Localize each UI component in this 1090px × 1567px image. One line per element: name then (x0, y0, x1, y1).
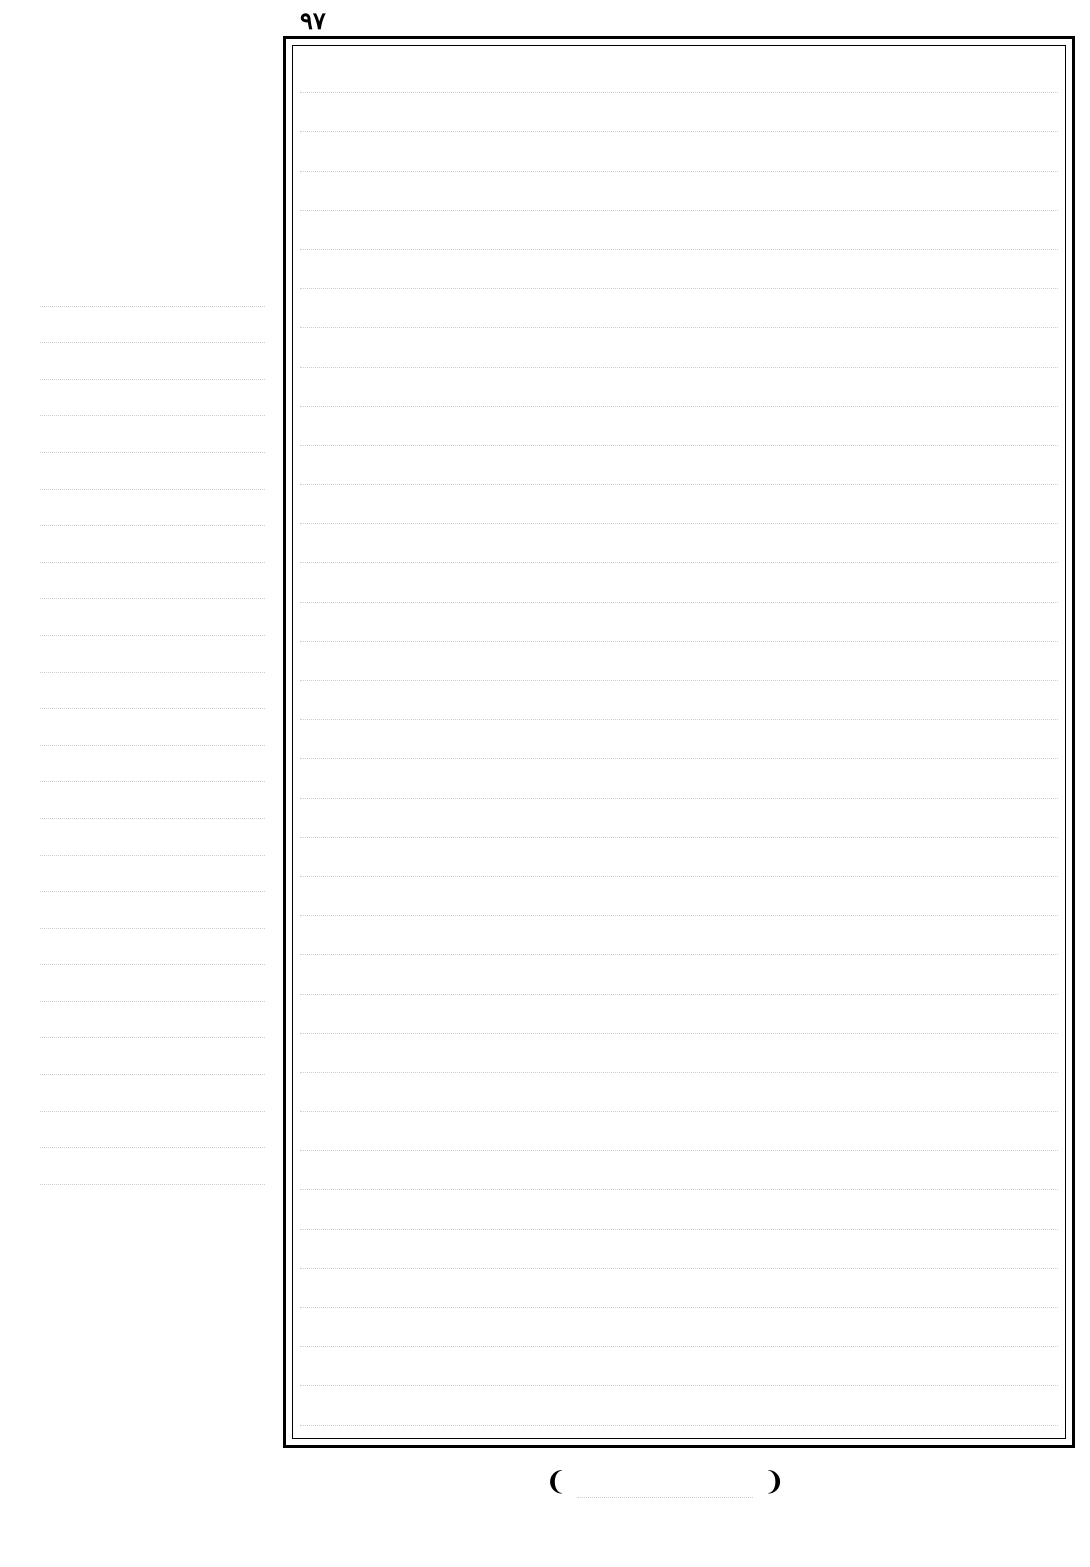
margin-text-line (40, 929, 265, 966)
main-text-line (300, 955, 1058, 994)
main-text-line (300, 681, 1058, 720)
margin-text-line (40, 636, 265, 673)
main-text-line (300, 1034, 1058, 1073)
main-text-line (300, 1073, 1058, 1112)
footer-right-ornament: ❩ (763, 1467, 785, 1497)
margin-text-line (40, 380, 265, 417)
margin-text-line (40, 782, 265, 819)
main-text-line (300, 446, 1058, 485)
margin-text-line (40, 563, 265, 600)
main-text-line (300, 995, 1058, 1034)
margin-text-line (40, 1148, 265, 1185)
main-text-line (300, 1347, 1058, 1386)
main-text-line (300, 720, 1058, 759)
margin-text-line (40, 1075, 265, 1112)
main-text-line (300, 407, 1058, 446)
main-text-line (300, 289, 1058, 328)
main-text-line (300, 54, 1058, 93)
main-text-line (300, 328, 1058, 367)
margin-text-line (40, 343, 265, 380)
footer-left-ornament: ❨ (545, 1467, 567, 1497)
main-text-line (300, 485, 1058, 524)
main-text-line (300, 250, 1058, 289)
footer-text (577, 1467, 753, 1498)
page-number: ٩٧ (300, 6, 326, 35)
main-text-line (300, 799, 1058, 838)
main-text-line (300, 916, 1058, 955)
main-text (300, 54, 1058, 1430)
margin-text-line (40, 856, 265, 893)
margin-text-line (40, 965, 265, 1002)
main-text-line (300, 1190, 1058, 1229)
margin-text-line (40, 599, 265, 636)
margin-text-line (40, 709, 265, 746)
main-text-line (300, 877, 1058, 916)
margin-text-line (40, 416, 265, 453)
margin-text-line (40, 307, 265, 344)
margin-text-line (40, 1038, 265, 1075)
main-text-line (300, 838, 1058, 877)
margin-text-line (40, 746, 265, 783)
main-text-line (300, 524, 1058, 563)
margin-text-line (40, 892, 265, 929)
main-text-line (300, 93, 1058, 132)
main-text-line (300, 172, 1058, 211)
main-text-line (300, 1269, 1058, 1308)
main-text-line (300, 368, 1058, 407)
margin-text-line (40, 1112, 265, 1149)
main-text-line (300, 642, 1058, 681)
main-text-line (300, 1230, 1058, 1269)
main-text-line (300, 1386, 1058, 1425)
margin-text-line (40, 270, 265, 307)
margin-gloss (40, 270, 265, 1190)
margin-text-line (40, 1002, 265, 1039)
main-text-line (300, 1151, 1058, 1190)
main-text-line (300, 563, 1058, 602)
main-text-line (300, 211, 1058, 250)
footer-signature (545, 1462, 785, 1502)
main-text-line (300, 132, 1058, 171)
margin-text-line (40, 453, 265, 490)
margin-text-line (40, 819, 265, 856)
margin-text-line (40, 490, 265, 527)
main-text-line (300, 603, 1058, 642)
main-text-line (300, 759, 1058, 798)
margin-text-line (40, 526, 265, 563)
main-text-line (300, 1308, 1058, 1347)
margin-text-line (40, 673, 265, 710)
main-text-line (300, 1112, 1058, 1151)
